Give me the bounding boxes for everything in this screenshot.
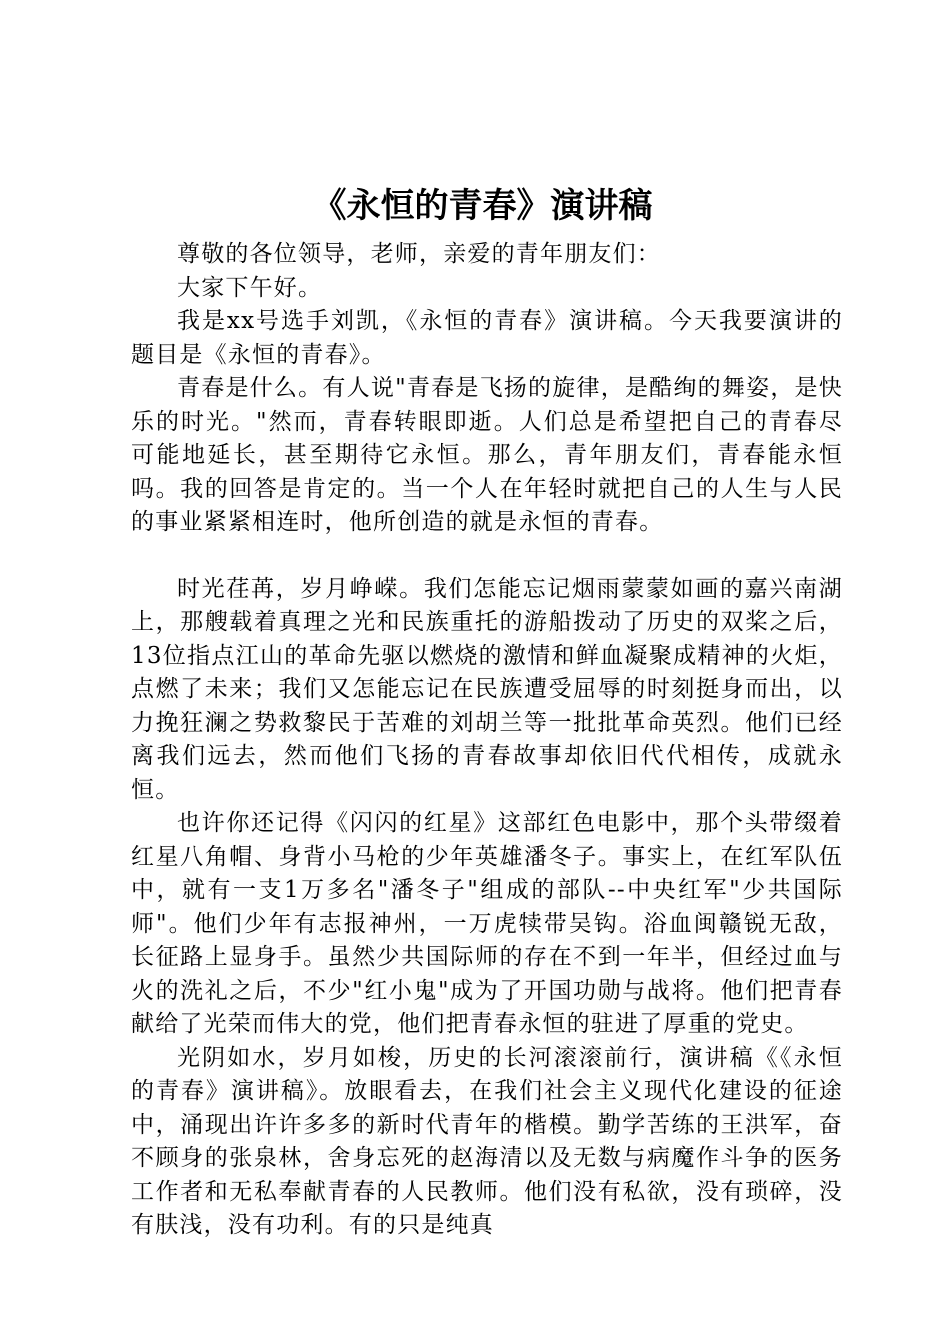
intro-paragraph: 我是xx号选手刘凯，《永恒的青春》演讲稿。今天我要演讲的题目是《永恒的青春》。 (131, 308, 843, 368)
body-paragraph: 光阴如水，岁月如梭，历史的长河滚滚前行，演讲稿《《永恒的青春》演讲稿》。放眼看去，在我们社会主义现代化建设的征途中，涌现出许许多多的新时代青年的楷模。勤学苦练的王洪军，奋不顾身的张泉林，舍身忘死的赵海清以及无数与病魔作斗争的医务工作者和无私奉献青春的人民教师。他们没有私欲，没有琐碎，没有肤浅，没有功利。有的只是纯真 (131, 1044, 843, 1238)
salutation-paragraph: 尊敬的各位领导，老师，亲爱的青年朋友们： (177, 241, 661, 267)
greeting-paragraph: 大家下午好。 (177, 274, 323, 301)
body-paragraph: 青春是什么。有人说"青春是飞扬的旋律，是酷绚的舞姿，是快乐的时光。"然而，青春转眼即逝。人们总是希望把自己的青春尽可能地延长，甚至期待它永恒。那么，青年朋友们，青春能永恒吗。我的回答是肯定的。当一个人在年轻时就把自己的人生与人民的事业紧紧相连时，他所创造的就是永恒的青春。 (131, 375, 843, 535)
document-body (131, 238, 843, 1243)
body-paragraph: 时光荏苒，岁月峥嵘。我们怎能忘记烟雨蒙蒙如画的嘉兴南湖上，那艘载着真理之光和民族重托的游船拨动了历史的双桨之后，13位指点江山的革命先驱以燃烧的激情和鲜血凝聚成精神的火炬，点燃了未来；我们又怎能忘记在民族遭受屈辱的时刻挺身而出，以力挽狂澜之势救黎民于苦难的刘胡兰等一批批革命英烈。他们已经离我们远去，然而他们飞扬的青春故事却依旧代代相传，成就永恒。 (131, 575, 843, 803)
document-title: 《永恒的青春》演讲稿 (312, 186, 653, 226)
body-paragraph: 也许你还记得《闪闪的红星》这部红色电影中，那个头带缀着红星八角帽、身背小马枪的少年英雄潘冬子。事实上，在红军队伍中，就有一支1万多名"潘冬子"组成的部队--中央红军"少共国际师"。他们少年有志报神州，一万虎犊带吴钩。浴血闽赣锐无敌，长征路上显身手。虽然少共国际师的存在不到一年半，但经过血与火的洗礼之后，不少"红小鬼"成为了开国功勋与战将。他们把青春献给了光荣而伟大的党，他们把青春永恒的驻进了厚重的党史。 (131, 810, 843, 1037)
